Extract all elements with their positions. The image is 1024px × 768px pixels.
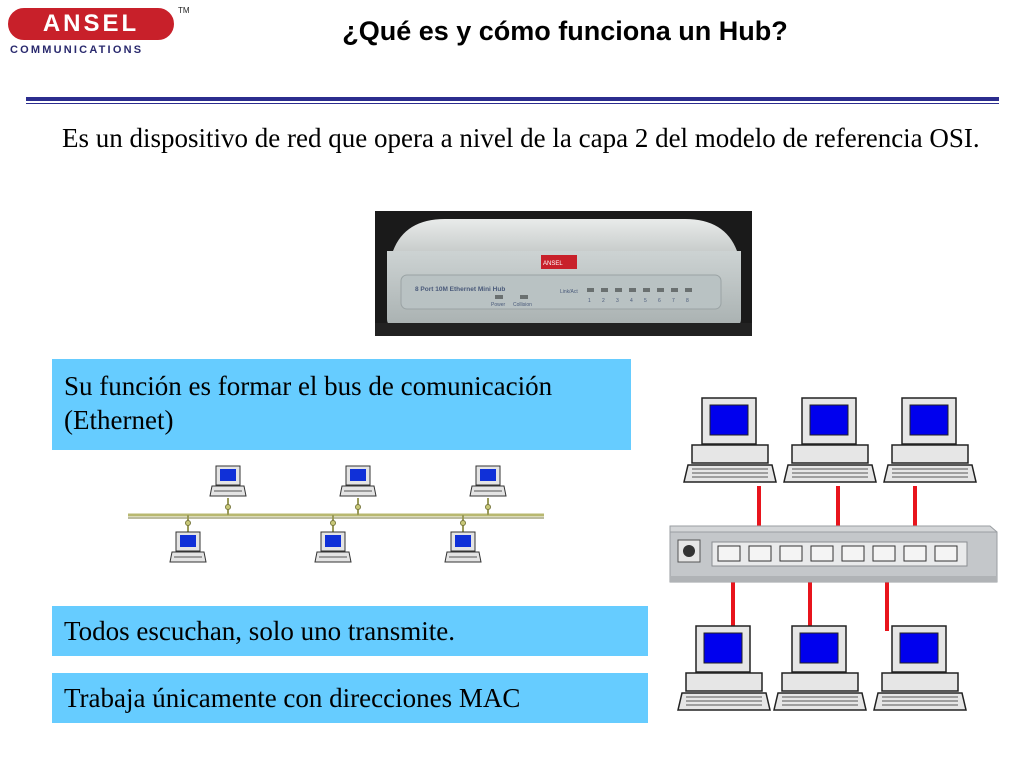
hub-photo-led	[671, 288, 678, 292]
computer-icon	[684, 398, 776, 482]
hub-switch-icon	[670, 526, 997, 582]
hub-port	[749, 546, 771, 561]
bus-topology-diagram	[120, 458, 550, 574]
hub-port	[904, 546, 926, 561]
computer-icon	[315, 532, 351, 562]
hub-photo-led	[601, 288, 608, 292]
hub-photo-led	[643, 288, 650, 292]
hub-port	[718, 546, 740, 561]
header-rule-thick	[26, 97, 999, 101]
hub-device-drawing	[375, 211, 752, 336]
computer-icon	[470, 466, 506, 496]
hub-port	[873, 546, 895, 561]
computer-icon	[445, 532, 481, 562]
hub-photo-led	[685, 288, 692, 292]
hub-photo-port-number: 7	[672, 298, 675, 304]
hub-port	[811, 546, 833, 561]
computer-icon	[874, 626, 966, 710]
hub-photo-port-number: 8	[686, 298, 689, 304]
broadcast-callout: Todos escuchan, solo uno transmite.	[52, 606, 648, 656]
computer-icon	[340, 466, 376, 496]
computer-icon	[774, 626, 866, 710]
hub-port	[780, 546, 802, 561]
hub-photo-port-number: 6	[658, 298, 661, 304]
hub-photo-port-number: 5	[644, 298, 647, 304]
computer-icon	[678, 626, 770, 710]
computer-icon	[170, 532, 206, 562]
hub-port	[935, 546, 957, 561]
hub-photo-linkact-label: Link/Act	[560, 289, 578, 295]
hub-photo-port-number: 3	[616, 298, 619, 304]
hub-photo-port-number: 2	[602, 298, 605, 304]
computer-icon	[884, 398, 976, 482]
hub-device-photo	[375, 211, 752, 336]
hub-photo-led	[615, 288, 622, 292]
hub-photo-led	[587, 288, 594, 292]
function-callout: Su función es formar el bus de comunicación (Ethernet)	[52, 359, 631, 450]
ansel-logo	[8, 8, 190, 56]
logo-brand: ANSEL	[42, 10, 140, 37]
computer-icon	[210, 466, 246, 496]
hub-photo-port-number: 4	[630, 298, 633, 304]
hub-photo-led	[629, 288, 636, 292]
hub-star-diagram	[660, 386, 1010, 716]
hub-port	[842, 546, 864, 561]
logo-subtitle: COMMUNICATIONS	[10, 44, 144, 56]
hub-photo-led	[657, 288, 664, 292]
hub-photo-collision-label: Collision	[513, 302, 532, 308]
header-rule-thin	[26, 103, 999, 104]
slide-title: ¿Qué es y cómo funciona un Hub?	[342, 16, 788, 46]
svg-text:ANSEL: ANSEL	[543, 261, 563, 267]
hub-photo-power-label: Power	[491, 302, 506, 308]
hub-photo-label: 8 Port 10M Ethernet Mini Hub	[415, 286, 506, 293]
computer-icon	[784, 398, 876, 482]
logo-trademark: TM	[178, 6, 190, 15]
mac-callout: Trabaja únicamente con direcciones MAC	[52, 673, 648, 723]
intro-paragraph: Es un dispositivo de red que opera a nivel de la capa 2 del modelo de referencia OSI.	[62, 123, 980, 153]
hub-photo-port-number: 1	[588, 298, 591, 304]
